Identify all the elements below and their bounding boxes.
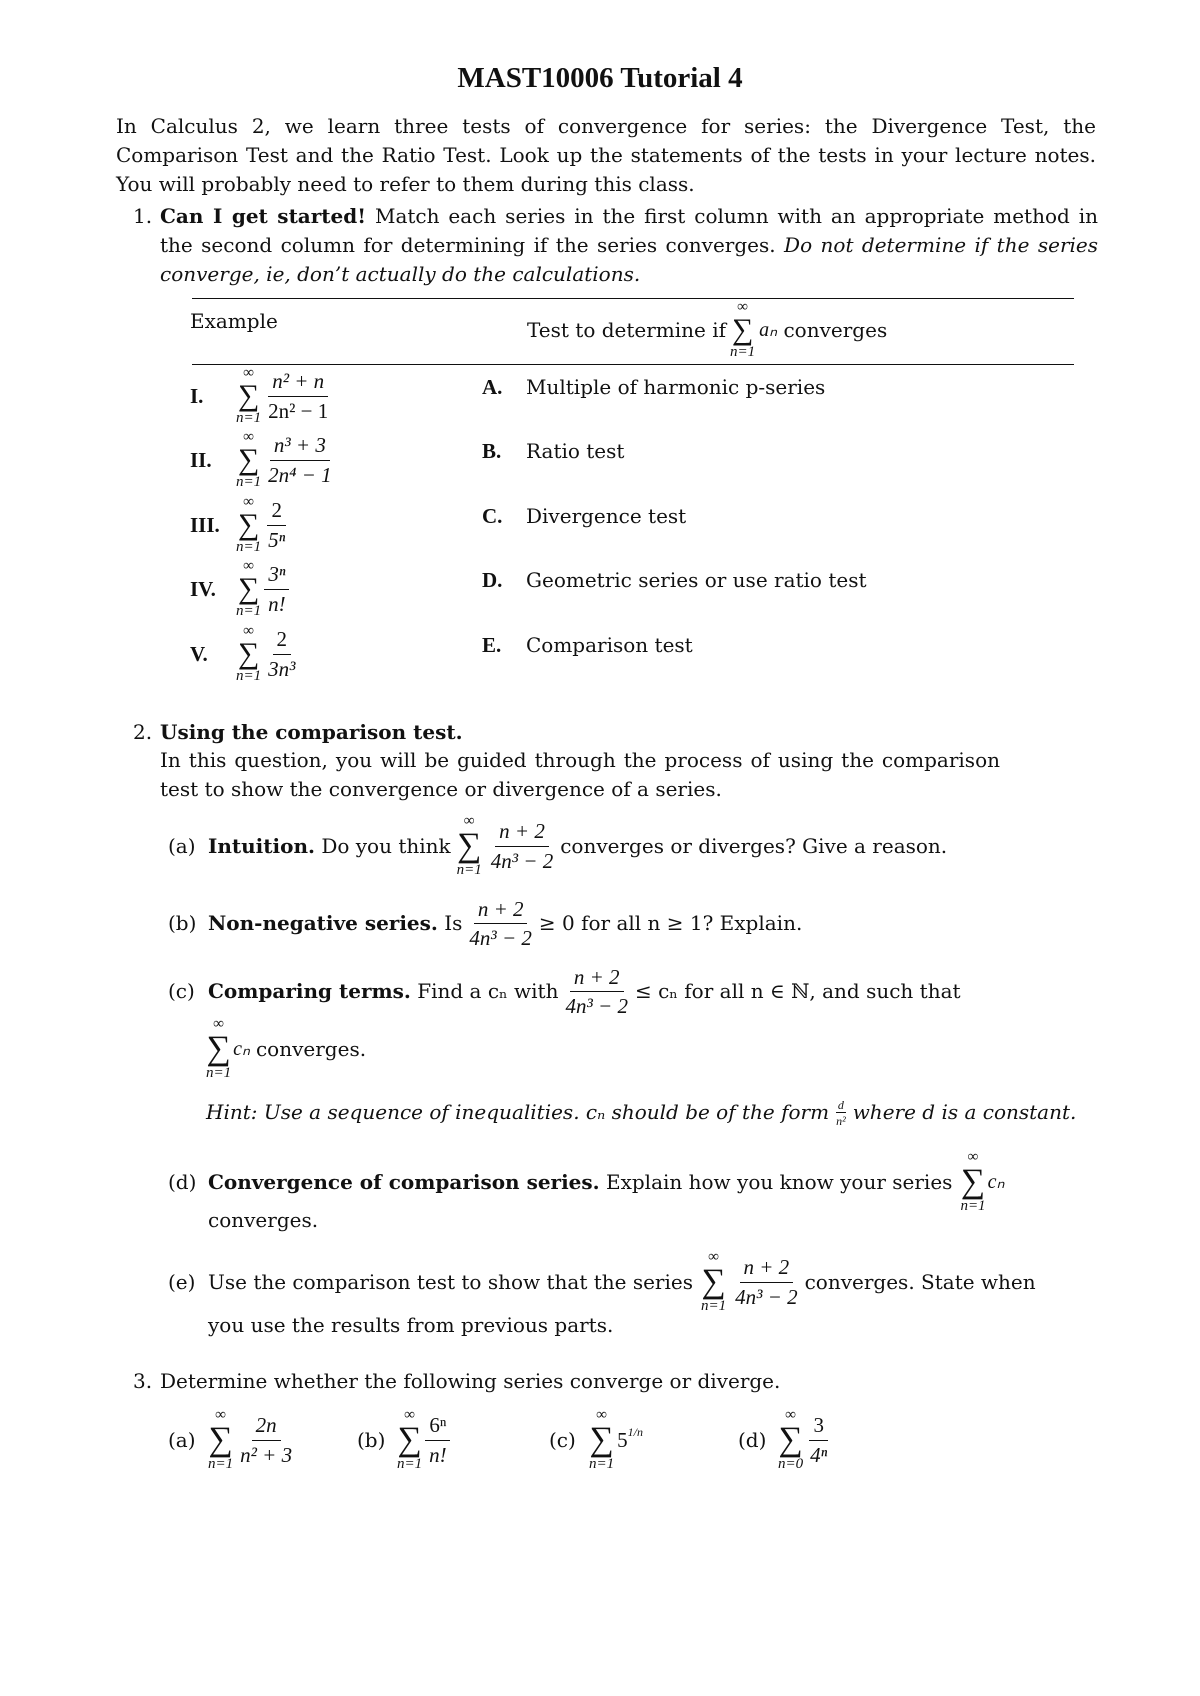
test-row-C: C. Divergence test <box>482 504 687 528</box>
q2-lead: Using the comparison test. <box>160 720 463 744</box>
q2e: (e) Use the comparison test to show that the series ∞ ∑ n=1 $\frac{n + 2}{\text{4n³ − 2}}$ converges. State when <box>168 1249 1036 1314</box>
q2c: (c) Comparing terms. Find a cₙ with $\frac{n + 2}{\text{4n³ − 2}}$ ≤ cₙ for all n ∈ ℕ, and such that <box>168 965 961 1019</box>
q2c-cont: ∞ ∑ n=1 cₙ converges. <box>206 1016 367 1081</box>
q2-number: 2. <box>133 720 153 744</box>
series-row-I: I. ∞ ∑ n=1 $\frac{\text{n² + n}}{\text{2n² − 1}}$ <box>190 365 329 426</box>
q1-number: 1. <box>133 204 153 228</box>
table-top-rule <box>192 298 1074 299</box>
table-header-test: Test to determine if ∞ ∑ n=1 aₙ converges <box>527 299 888 360</box>
q1-text <box>160 202 1098 289</box>
test-row-D: D. Geometric series or use ratio test <box>482 568 867 592</box>
q2-text: In this question, you will be guided through the process of using the comparison test to show the convergence or divergence of a series. <box>160 748 1000 801</box>
q2e-cont: you use the results from previous parts. <box>208 1313 614 1337</box>
test-row-B: B. Ratio test <box>482 439 625 463</box>
table-header-rule <box>192 364 1074 365</box>
q1-instruction: Do not determine if the series converge, ie, don’t actually do the calculations. <box>160 233 1098 286</box>
q2b: (b) Non-negative series. Is $\frac{n + 2}{\text{4n³ − 2}}$ ≥ 0 for all n ≥ 1? Explain. <box>168 897 803 951</box>
header-sum: ∞ ∑ n=1 <box>730 299 756 360</box>
q3b: (b) ∞ ∑ n=1 $\frac{\text{6ⁿ}}{n!}$ <box>357 1408 454 1472</box>
q2a: (a) Intuition. Do you think ∞ ∑ n=1 $\frac{n + 2}{\text{4n³ − 2}}$ converges or diverges? Give a reason. <box>168 813 948 878</box>
q2c-hint: Hint: Use a sequence of inequalities. cₙ should be of the form $\frac{d}{\text{n²}}$ where d is a constant. <box>206 1097 1077 1128</box>
q3c: (c) ∞ ∑ n=1 5 $^{1/n}$ <box>549 1407 643 1472</box>
q3-number: 3. <box>133 1369 153 1393</box>
table-header-example: Example <box>190 309 278 333</box>
series-row-III: III. ∞ ∑ n=1 $\frac{2}{\text{5ⁿ}}$ <box>190 494 286 555</box>
q1-lead: Can I get started! <box>160 204 367 228</box>
test-row-A: A. Multiple of harmonic p-series <box>482 375 826 399</box>
series-row-II: II. ∞ ∑ n=1 $\frac{\text{n³ + 3}}{\text{2n⁴ − 1}}$ <box>190 429 332 490</box>
q1-body: Match each series in the first column with an appropriate method in the second column for determining if the series converges. <box>160 204 1098 257</box>
page-title: MAST10006 Tutorial 4 <box>457 62 743 94</box>
series-row-IV: IV. ∞ ∑ n=1 $\frac{\text{3ⁿ}}{n!}$ <box>190 559 293 619</box>
test-row-E: E. Comparison test <box>482 633 693 657</box>
q3d: (d) ∞ ∑ n=0 $\frac{3}{\text{4ⁿ}}$ <box>738 1407 828 1472</box>
q3a: (a) ∞ ∑ n=1 $\frac{2n}{\text{n² + 3}}$ <box>168 1407 293 1472</box>
q3-text: Determine whether the following series converge or diverge. <box>160 1369 781 1393</box>
q2d: (d) Convergence of comparison series. Explain how you know your series ∞ ∑ n=1 cₙ <box>168 1149 1005 1214</box>
intro-paragraph: In Calculus 2, we learn three tests of convergence for series: the Divergence Test, the Comparison Test and the Ratio Test. Look up the statements of the tests in your lecture notes. You will probably need to refer to them during this class. <box>116 114 1096 196</box>
series-row-V: V. ∞ ∑ n=1 $\frac{2}{\text{3n³}}$ <box>190 623 296 684</box>
q2d-cont: converges. <box>208 1208 319 1232</box>
